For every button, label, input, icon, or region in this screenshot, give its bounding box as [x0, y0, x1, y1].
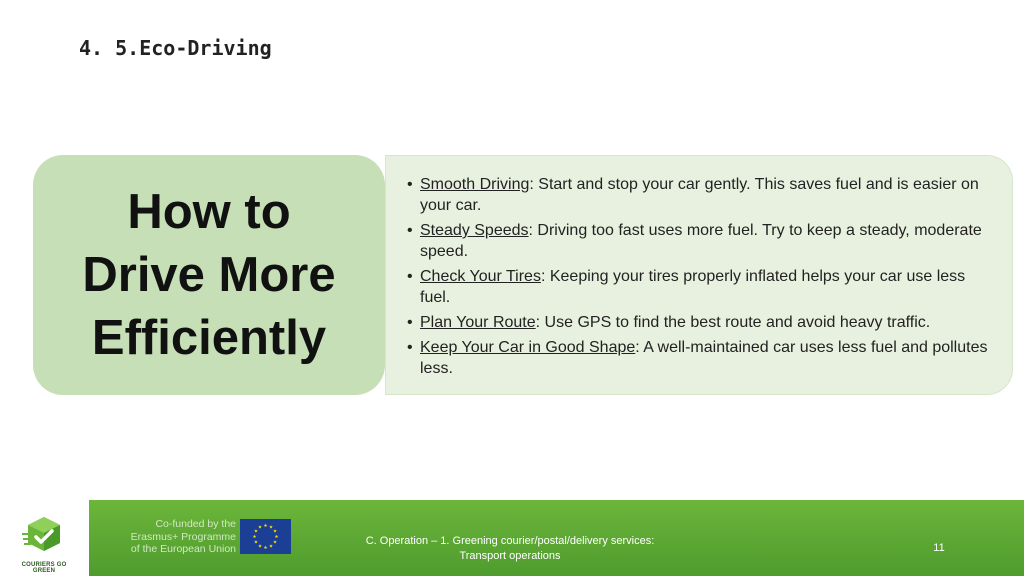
tip-term: Plan Your Route: [420, 314, 536, 331]
heading-text: [82, 181, 335, 370]
tip-term: Smooth Driving: [420, 176, 530, 193]
tip-term: Keep Your Car in Good Shape: [420, 339, 636, 356]
slide-title: 4. 5.Eco-Driving: [79, 36, 272, 60]
tip-item-good-shape: [420, 337, 992, 379]
eu-flag-icon: [240, 519, 291, 554]
footer-caption-line-1: C. Operation – 1. Greening courier/postal/delivery services:: [365, 535, 655, 547]
tip-text: : Use GPS to find the best route and avoid heavy traffic.: [535, 314, 931, 331]
heading-line-1: How to: [127, 184, 291, 239]
footer-caption-line-2: Transport operations: [459, 550, 561, 562]
couriers-go-green-logo: [12, 515, 76, 574]
page-number: 11: [933, 542, 945, 554]
tips-box: [385, 155, 1013, 395]
tip-item-plan-route: [420, 312, 992, 333]
heading-line-3: Efficiently: [91, 310, 327, 365]
tip-item-steady-speeds: [420, 220, 992, 262]
tip-text: : Keeping your tires properly inflated helps your car use less fuel.: [420, 268, 966, 306]
cofunded-text: [118, 518, 236, 556]
tip-text: : Start and stop your car gently. This saves fuel and is easier on your car.: [420, 176, 979, 214]
cofunded-line-3: of the European Union: [130, 543, 236, 555]
cofunded-line-1: Co-funded by the: [155, 518, 236, 530]
tip-term: Check Your Tires: [420, 268, 541, 285]
tip-term: Steady Speeds: [420, 222, 529, 239]
tips-list: [386, 156, 1012, 379]
logo-text: COURIERS GO GREEN: [21, 562, 67, 574]
tip-item-smooth-driving: [420, 174, 992, 216]
heading-box: [33, 155, 385, 395]
cofunded-line-2: Erasmus+ Programme: [130, 530, 236, 543]
heading-line-2: Drive More: [82, 247, 336, 302]
footer-caption: [340, 534, 680, 564]
tip-text: : Driving too fast uses more fuel. Try to keep a steady, moderate speed.: [420, 222, 982, 260]
logo-icon: [22, 515, 66, 557]
tip-item-check-tires: [420, 266, 992, 308]
tip-text: : A well-maintained car uses less fuel and pollutes less.: [420, 339, 988, 377]
